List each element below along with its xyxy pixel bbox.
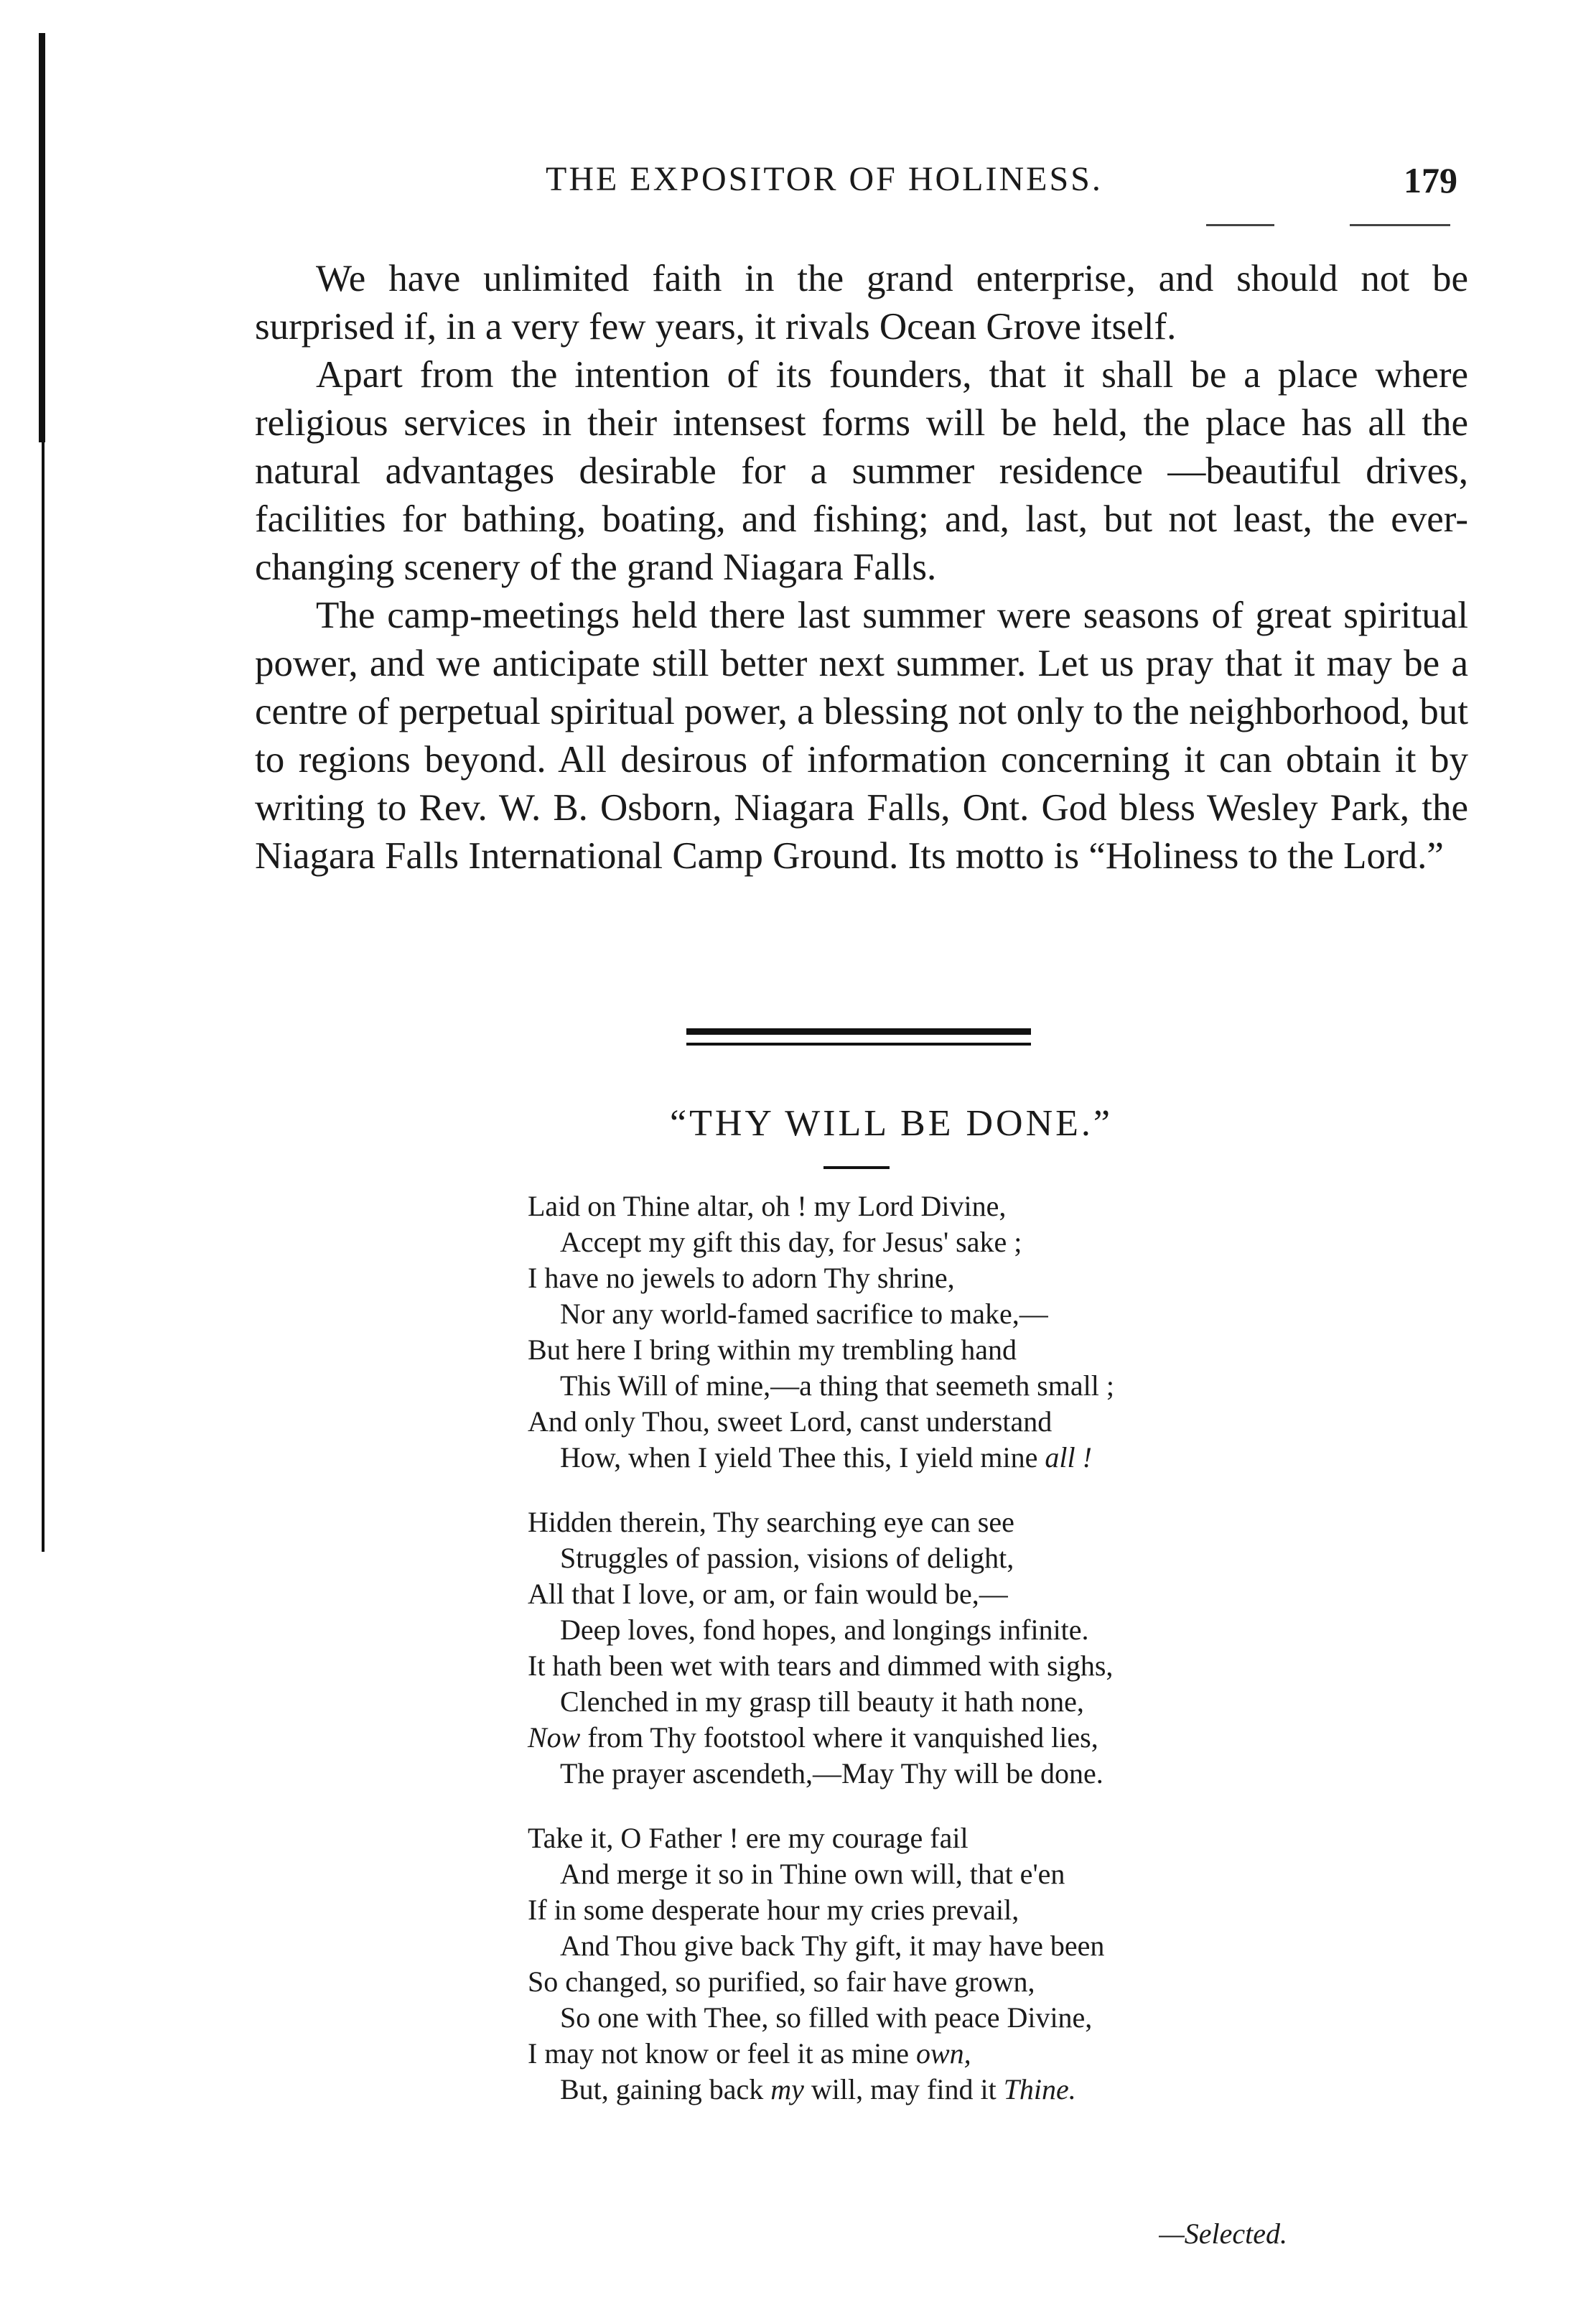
section-divider-thick [686,1028,1031,1035]
poem [528,1188,1317,2136]
emphasis-word: Now [528,1721,581,1754]
poem-line: Nor any world-famed sacrifice to make,— [560,1298,1048,1330]
poem-line: This Will of mine,—a thing that seemeth small ; [560,1369,1114,1402]
poem-line [528,2036,1317,2072]
poem-line: So changed, so purified, so fair have grown, [528,1965,1035,1998]
binding-edge-line [39,33,45,442]
stanza [528,1820,1317,2108]
poem-line [528,1720,1317,1756]
stanza [528,1504,1317,1792]
page-number: 179 [1404,160,1457,200]
poem-line [528,2072,1317,2108]
emphasis-word: own, [915,2037,971,2070]
poem-line: But here I bring within my trembling hand [528,1333,1017,1366]
poem-line: Deep loves, fond hopes, and longings infinite. [560,1614,1089,1646]
emphasis-word: Thine. [1003,2073,1076,2105]
paragraph: Apart from the intention of its founders, that it shall be a place where religious services in their intensest forms will be held, the place has all the natural advantages desirable for a summer residence —beautiful drives, facilities for bathing, boating, and fishing; and, last, but not least, the ever-changing scenery of the grand Niagara Falls. [255,354,1468,588]
emphasis-word: all ! [1045,1441,1092,1474]
poem-line: The prayer ascendeth,—May Thy will be done. [560,1757,1103,1789]
poem-line: And merge it so in Thine own will, that e'en [560,1858,1065,1890]
poem-line-text: from Thy footstool where it vanquished lies, [587,1721,1098,1754]
header-rule [1350,224,1450,226]
poem-line-text: But, gaining back [560,2073,764,2105]
stanza [528,1188,1317,1476]
poem-line: Struggles of passion, visions of delight, [560,1542,1014,1574]
poem-line: All that I love, or am, or fain would be,— [528,1578,1008,1610]
poem-line: Accept my gift this day, for Jesus' sake ; [560,1226,1022,1258]
poem-line [528,1440,1317,1476]
poem-line: Laid on Thine altar, oh ! my Lord Divine, [528,1190,1007,1222]
poem-line: So one with Thee, so filled with peace Divine, [560,2001,1093,2034]
poem-line: And Thou give back Thy gift, it may have been [560,1930,1105,1962]
poem-line-text: I may not know or feel it as mine [528,2037,909,2070]
poem-line-text: How, when I yield Thee this, I yield mine [560,1441,1038,1474]
page-header [546,159,1457,203]
poem-line: Clenched in my grasp till beauty it hath none, [560,1685,1084,1718]
paragraph: The camp-meetings held there last summer were seasons of great spiritual power, and we anticipate still better next summer. Let us pray that it may be a centre of perpetual spiritual power, a blessing not only to the neighborhood, but to regions beyond. All desirous of information concerning it can obtain it by writing to Rev. W. B. Osborn, Niagara Falls, Ont. God bless Wesley Park, the Niagara Falls International Camp Ground. Its motto is “Holiness to the Lord.” [255,595,1468,877]
poem-line: And only Thou, sweet Lord, canst understand [528,1405,1053,1438]
poem-line: If in some desperate hour my cries prevail, [528,1894,1019,1926]
binding-edge-line [42,442,45,744]
section-divider-thin [686,1043,1031,1046]
binding-edge-line [42,744,45,1552]
poem-line: It hath been wet with tears and dimmed with sighs, [528,1649,1114,1682]
article-body [255,255,1468,880]
header-rule [1206,224,1274,226]
poem-title: “THY WILL BE DONE.” [669,1103,1114,1144]
running-head: THE EXPOSITOR OF HOLINESS. [546,160,1103,198]
poem-line: I have no jewels to adorn Thy shrine, [528,1262,955,1294]
title-rule [823,1166,890,1169]
poem-line-text: will, may find it [811,2073,997,2105]
poem-line: Hidden therein, Thy searching eye can see [528,1506,1014,1538]
poem-line: Take it, O Father ! ere my courage fail [528,1822,969,1854]
paragraph: We have unlimited faith in the grand enterprise, and should not be surprised if, in a very few years, it rivals Ocean Grove itself. [255,258,1468,348]
emphasis-word: my [770,2073,804,2105]
attribution: —Selected. [1159,2217,1287,2250]
